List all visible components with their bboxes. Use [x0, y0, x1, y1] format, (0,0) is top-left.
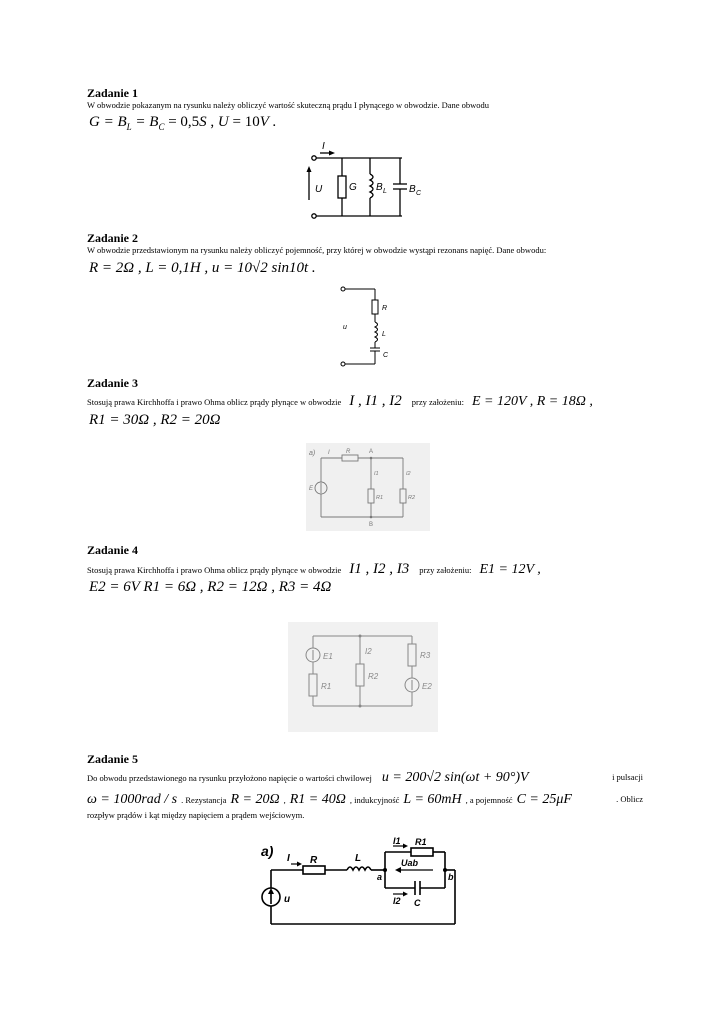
task3-label-I2: I2 — [406, 471, 411, 477]
task5-label-a: a) — [261, 843, 274, 859]
task5-node-b: b — [448, 872, 454, 882]
task2-label-u: u — [343, 324, 347, 331]
task1-label-I: I — [322, 141, 325, 152]
task1-circuit-diagram — [300, 140, 430, 226]
task4-label-R2: R2 — [368, 672, 379, 681]
task5-text2c: , a pojemność — [465, 795, 513, 805]
task3-currents: I , I1 , I2 — [349, 393, 402, 409]
task3-label-E: E — [309, 486, 314, 492]
task1-label-BL: B — [376, 182, 383, 193]
task5-text1b: i pulsacji — [612, 772, 643, 782]
task5-formula-R1: R1 = 40Ω — [289, 792, 346, 807]
task3-circuit-diagram — [306, 443, 430, 531]
task5-node-a: a — [377, 872, 383, 882]
task2-text: W obwodzie przedstawionym na rysunku należy obliczyć pojemność, przy której w obwodzie wystąpi rezonans napięć. Dane obwodu: — [87, 245, 547, 255]
task5-label-C: C — [414, 898, 421, 908]
task3-label-R: R — [346, 449, 351, 455]
task4-label-R1: R1 — [321, 682, 332, 691]
task1-text: W obwodzie pokazanym na rysunku należy obliczyć wartość skuteczną prądu I płynącego w obwodzie. Dane obwodu — [87, 100, 490, 110]
task2-formula: R = 2Ω , L = 0,1H , u = 10√2 sin10t . — [89, 260, 316, 276]
task3-title: Zadanie 3 — [87, 376, 139, 390]
task5-label-u: u — [284, 894, 291, 905]
task5-formula-w: ω = 1000rad / s — [87, 792, 178, 807]
task1-label-BC-sub: C — [416, 190, 422, 197]
task4-circuit-diagram — [288, 622, 438, 732]
task4-label-I2: I2 — [365, 647, 372, 656]
task5-formula-L: L = 60mH — [403, 792, 462, 807]
task5-label-L: L — [355, 853, 362, 864]
task5-formula-u: u = 200√2 sin(ωt + 90°)V — [381, 770, 529, 785]
task5-label-I: I — [287, 853, 290, 864]
task1-label-G: G — [349, 182, 357, 193]
task2-title: Zadanie 2 — [87, 231, 139, 245]
task5-text3: rozpływ prądów i kąt między napięciem a prądem wejściowym. — [87, 810, 305, 820]
task5-text2d: . Oblicz — [616, 794, 643, 804]
task5-label-R1: R1 — [415, 837, 427, 847]
task4-given2: E2 = 6V R1 = 6Ω , R2 = 12Ω , R3 = 4Ω — [89, 579, 332, 595]
task3-label-I1: I1 — [374, 471, 379, 477]
task4-label-E1: E1 — [323, 652, 333, 661]
task5-formula-C: C = 25μF — [516, 792, 572, 807]
task4-text: Stosują prawa Kirchhoffa i prawo Ohma oblicz prądy płynące w obwodzie — [87, 565, 342, 575]
task3-label-R1: R1 — [376, 495, 384, 501]
task4-label-E2: E2 — [422, 682, 432, 691]
task3-text-line — [87, 392, 593, 410]
task3-label-A: A — [369, 449, 374, 455]
task2-label-R: R — [382, 305, 388, 312]
task1-label-U: U — [315, 184, 323, 195]
task2-label-C: C — [383, 352, 389, 359]
task5-text1: Do obwodu przedstawionego na rysunku przyłożono napięcie o wartości chwilowej — [87, 773, 372, 783]
task5-line1 — [87, 768, 643, 786]
task5-text2b: , indukcyjność — [349, 795, 400, 805]
task3-label-B: B — [369, 522, 374, 528]
task4-currents: I1 , I2 , I3 — [349, 561, 410, 577]
task5-title: Zadanie 5 — [87, 752, 139, 766]
task5-circuit-diagram — [255, 836, 470, 936]
task5-label-R: R — [310, 855, 318, 866]
task4-label-R3: R3 — [420, 651, 431, 660]
task5-label-I2: I2 — [393, 896, 401, 906]
task4-title: Zadanie 4 — [87, 543, 139, 557]
task3-given2: R1 = 30Ω , R2 = 20Ω — [89, 412, 221, 428]
task1-label-BL-sub: L — [383, 188, 387, 195]
task2-circuit-diagram — [335, 284, 405, 370]
task1-title: Zadanie 1 — [87, 86, 139, 100]
task4-text-mid: przy założeniu: — [419, 565, 472, 575]
task3-text-mid: przy założeniu: — [411, 397, 464, 407]
task5-line2: ω = 1000rad / s . Rezystancja R = 20Ω , R1 = 40Ω , indukcyjność L = 60mH , a pojemność C = 25μF . Oblicz — [87, 792, 643, 807]
task4-given1: E1 = 12V , — [479, 562, 541, 577]
task5-label-I1: I1 — [393, 836, 401, 846]
task3-given1: E = 120V , R = 18Ω , — [471, 394, 593, 409]
task3-label-I: I — [328, 450, 330, 456]
task2-label-L: L — [382, 331, 386, 338]
task1-label-BC: B — [409, 184, 416, 195]
task4-text-line — [87, 560, 541, 578]
task3-label-a: a) — [309, 450, 316, 457]
task1-formula: $G = B_L = B_C = 0,5S$ , U = 10V . — [89, 114, 277, 132]
task5-text2a: . Rezystancja — [181, 795, 227, 805]
task5-label-Uab: Uab — [401, 858, 419, 868]
task3-text: Stosują prawa Kirchhoffa i prawo Ohma oblicz prądy płynące w obwodzie — [87, 397, 342, 407]
task3-label-R2: R2 — [408, 495, 416, 501]
task5-formula-R: R = 20Ω — [230, 792, 280, 807]
